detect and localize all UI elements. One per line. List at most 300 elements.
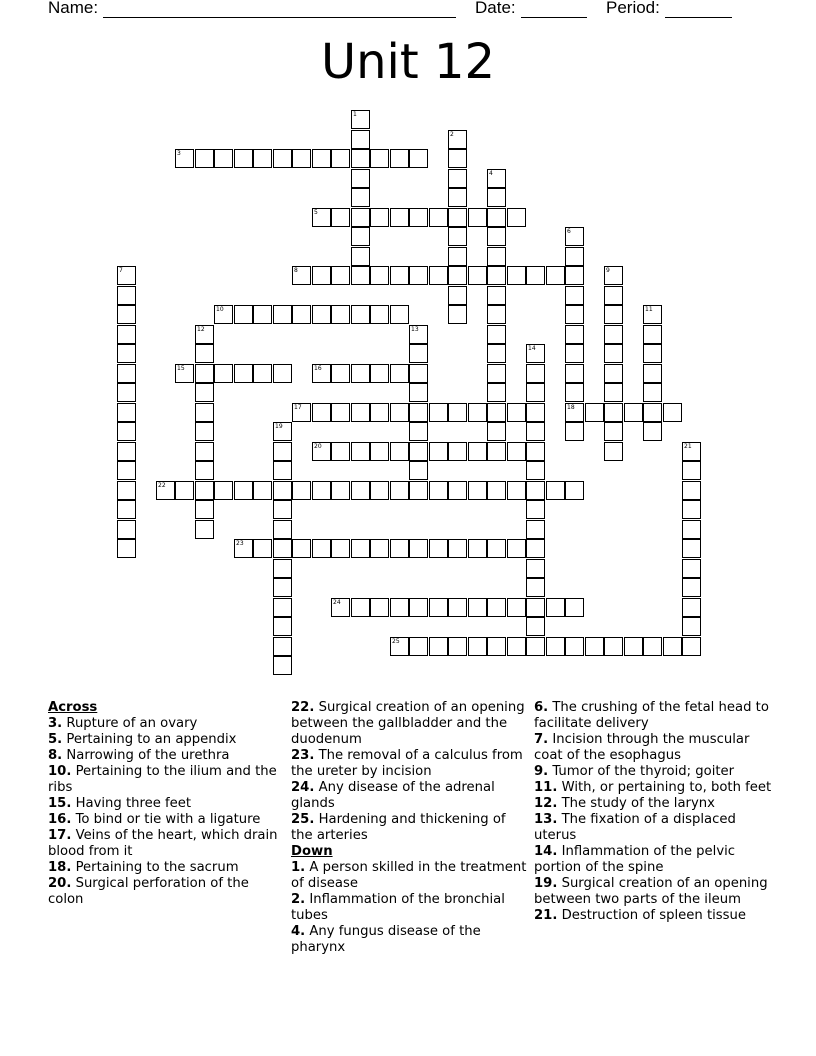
grid-cell[interactable] (487, 344, 506, 363)
grid-cell[interactable] (526, 520, 545, 539)
grid-cell[interactable] (487, 227, 506, 246)
grid-cell[interactable] (585, 637, 604, 656)
grid-cell[interactable] (604, 305, 623, 324)
grid-cell[interactable] (273, 559, 292, 578)
grid-cell[interactable] (234, 481, 253, 500)
grid-cell[interactable] (273, 598, 292, 617)
clue-number: 8 (294, 267, 298, 274)
grid-cell[interactable] (409, 325, 428, 344)
grid-cell[interactable] (370, 539, 389, 558)
grid-cell[interactable] (682, 578, 701, 597)
grid-cell[interactable] (117, 286, 136, 305)
grid-cell[interactable] (682, 500, 701, 519)
grid-cell[interactable] (546, 637, 565, 656)
grid-cell[interactable] (234, 364, 253, 383)
grid-cell[interactable] (643, 403, 662, 422)
grid-cell[interactable] (526, 344, 545, 363)
grid-cell[interactable] (409, 149, 428, 168)
grid-cell[interactable] (409, 266, 428, 285)
grid-cell[interactable] (273, 520, 292, 539)
grid-cell[interactable] (565, 286, 584, 305)
grid-cell[interactable] (351, 169, 370, 188)
grid-cell[interactable] (487, 266, 506, 285)
grid-cell[interactable] (409, 422, 428, 441)
grid-cell[interactable] (331, 266, 350, 285)
grid-cell[interactable] (448, 169, 467, 188)
grid-cell[interactable] (195, 481, 214, 500)
grid-cell[interactable] (195, 149, 214, 168)
grid-cell[interactable] (292, 266, 311, 285)
grid-cell[interactable] (429, 266, 448, 285)
grid-cell[interactable] (468, 539, 487, 558)
grid-cell[interactable] (195, 442, 214, 461)
grid-cell[interactable] (487, 364, 506, 383)
grid-cell[interactable] (409, 364, 428, 383)
grid-cell[interactable] (565, 481, 584, 500)
grid-cell[interactable] (604, 383, 623, 402)
grid-cell[interactable] (682, 637, 701, 656)
grid-cell[interactable] (526, 637, 545, 656)
grid-cell[interactable] (487, 598, 506, 617)
grid-cell[interactable] (526, 422, 545, 441)
grid-cell[interactable] (351, 481, 370, 500)
grid-cell[interactable] (468, 442, 487, 461)
grid-cell[interactable] (448, 481, 467, 500)
grid-cell[interactable] (604, 286, 623, 305)
grid-cell[interactable] (312, 442, 331, 461)
clues-column-3 (534, 700, 772, 924)
grid-cell[interactable] (448, 442, 467, 461)
grid-cell[interactable] (409, 442, 428, 461)
grid-cell[interactable] (292, 149, 311, 168)
grid-cell[interactable] (273, 656, 292, 675)
grid-cell[interactable] (526, 403, 545, 422)
grid-cell[interactable] (565, 422, 584, 441)
grid-cell[interactable] (429, 481, 448, 500)
grid-cell[interactable] (429, 403, 448, 422)
grid-cell[interactable] (370, 403, 389, 422)
grid-cell[interactable] (507, 481, 526, 500)
grid-cell[interactable] (273, 617, 292, 636)
grid-cell[interactable] (390, 149, 409, 168)
grid-cell[interactable] (448, 305, 467, 324)
grid-cell[interactable] (390, 539, 409, 558)
grid-cell[interactable] (234, 305, 253, 324)
grid-cell[interactable] (390, 598, 409, 617)
grid-cell[interactable] (117, 325, 136, 344)
grid-cell[interactable] (273, 500, 292, 519)
grid-cell[interactable] (526, 500, 545, 519)
grid-cell[interactable] (507, 442, 526, 461)
grid-cell[interactable] (331, 442, 350, 461)
clue-text: Narrowing of the urethra (62, 748, 230, 763)
grid-cell[interactable] (331, 208, 350, 227)
grid-cell[interactable] (312, 208, 331, 227)
grid-cell[interactable] (565, 227, 584, 246)
grid-cell[interactable] (351, 130, 370, 149)
grid-cell[interactable] (429, 208, 448, 227)
grid-cell[interactable] (390, 442, 409, 461)
grid-cell[interactable] (624, 637, 643, 656)
grid-cell[interactable] (312, 266, 331, 285)
clue-number: 10 (216, 306, 224, 313)
grid-cell[interactable] (565, 325, 584, 344)
grid-cell[interactable] (117, 344, 136, 363)
grid-cell[interactable] (565, 266, 584, 285)
grid-cell[interactable] (643, 383, 662, 402)
grid-cell[interactable] (487, 422, 506, 441)
grid-cell[interactable] (624, 403, 643, 422)
grid-cell[interactable] (195, 344, 214, 363)
grid-cell[interactable] (409, 637, 428, 656)
grid-cell[interactable] (526, 539, 545, 558)
clue-item (534, 812, 772, 844)
grid-cell[interactable] (312, 364, 331, 383)
grid-cell[interactable] (390, 208, 409, 227)
grid-cell[interactable] (117, 461, 136, 480)
grid-cell[interactable] (448, 637, 467, 656)
grid-cell[interactable] (351, 208, 370, 227)
clue-number: 22 (158, 482, 166, 489)
grid-cell[interactable] (448, 149, 467, 168)
grid-cell[interactable] (487, 442, 506, 461)
grid-cell[interactable] (312, 539, 331, 558)
grid-cell[interactable] (195, 403, 214, 422)
grid-cell[interactable] (117, 539, 136, 558)
page-title: Unit 12 (320, 34, 496, 90)
grid-cell[interactable] (468, 266, 487, 285)
grid-cell[interactable] (565, 364, 584, 383)
clue-section-heading: Across (48, 700, 98, 715)
grid-cell[interactable] (682, 539, 701, 558)
grid-cell[interactable] (117, 520, 136, 539)
grid-cell[interactable] (468, 598, 487, 617)
grid-cell[interactable] (273, 637, 292, 656)
grid-cell[interactable] (682, 520, 701, 539)
grid-cell[interactable] (448, 247, 467, 266)
grid-cell[interactable] (117, 266, 136, 285)
grid-cell[interactable] (117, 500, 136, 519)
grid-cell[interactable] (604, 637, 623, 656)
grid-cell[interactable] (565, 305, 584, 324)
grid-cell[interactable] (331, 149, 350, 168)
grid-cell[interactable] (292, 481, 311, 500)
grid-cell[interactable] (331, 305, 350, 324)
grid-cell[interactable] (468, 637, 487, 656)
grid-cell[interactable] (409, 481, 428, 500)
grid-cell[interactable] (604, 364, 623, 383)
grid-cell[interactable] (565, 383, 584, 402)
grid-cell[interactable] (448, 403, 467, 422)
clue-item (291, 924, 529, 956)
grid-cell[interactable] (370, 208, 389, 227)
grid-cell[interactable] (409, 344, 428, 363)
grid-cell[interactable] (175, 149, 194, 168)
grid-cell[interactable] (604, 344, 623, 363)
grid-cell[interactable] (195, 364, 214, 383)
grid-cell[interactable] (487, 169, 506, 188)
grid-cell[interactable] (253, 305, 272, 324)
grid-cell[interactable] (390, 266, 409, 285)
grid-cell[interactable] (604, 266, 623, 285)
grid-cell[interactable] (487, 481, 506, 500)
grid-cell[interactable] (507, 539, 526, 558)
grid-cell[interactable] (526, 266, 545, 285)
grid-cell[interactable] (682, 442, 701, 461)
grid-cell[interactable] (175, 481, 194, 500)
grid-cell[interactable] (546, 598, 565, 617)
grid-cell[interactable] (273, 149, 292, 168)
grid-cell[interactable] (507, 208, 526, 227)
grid-cell[interactable] (409, 403, 428, 422)
grid-cell[interactable] (156, 481, 175, 500)
grid-cell[interactable] (487, 208, 506, 227)
grid-cell[interactable] (546, 481, 565, 500)
grid-cell[interactable] (273, 422, 292, 441)
grid-cell[interactable] (565, 247, 584, 266)
grid-cell[interactable] (682, 559, 701, 578)
grid-cell[interactable] (273, 305, 292, 324)
grid-cell[interactable] (331, 598, 350, 617)
clue-number-label: 17. (48, 828, 72, 843)
clue-item (534, 732, 772, 764)
grid-cell[interactable] (292, 305, 311, 324)
grid-cell[interactable] (526, 481, 545, 500)
grid-cell[interactable] (331, 403, 350, 422)
grid-cell[interactable] (643, 422, 662, 441)
grid-cell[interactable] (214, 305, 233, 324)
grid-cell[interactable] (468, 208, 487, 227)
grid-cell[interactable] (312, 305, 331, 324)
clue-number-label: 6. (534, 700, 549, 715)
grid-cell[interactable] (429, 442, 448, 461)
grid-cell[interactable] (117, 422, 136, 441)
clue-text: The removal of a calculus from the ureter by incision (291, 748, 523, 779)
grid-cell[interactable] (117, 442, 136, 461)
grid-cell[interactable] (565, 637, 584, 656)
grid-cell[interactable] (448, 227, 467, 246)
clue-number: 14 (528, 345, 536, 352)
grid-cell[interactable] (351, 227, 370, 246)
grid-cell[interactable] (526, 461, 545, 480)
grid-cell[interactable] (273, 481, 292, 500)
grid-cell[interactable] (370, 266, 389, 285)
grid-cell[interactable] (273, 442, 292, 461)
grid-cell[interactable] (351, 364, 370, 383)
grid-cell[interactable] (195, 383, 214, 402)
grid-cell[interactable] (234, 149, 253, 168)
grid-cell[interactable] (448, 130, 467, 149)
clue-number-label: 20. (48, 876, 72, 891)
clue-number: 16 (314, 365, 322, 372)
grid-cell[interactable] (468, 481, 487, 500)
grid-cell[interactable] (663, 637, 682, 656)
grid-cell[interactable] (448, 598, 467, 617)
grid-cell[interactable] (117, 481, 136, 500)
grid-cell[interactable] (351, 305, 370, 324)
grid-cell[interactable] (487, 247, 506, 266)
grid-cell[interactable] (448, 286, 467, 305)
clue-text: Surgical creation of an opening between two parts of the ileum (534, 876, 768, 907)
grid-cell[interactable] (370, 598, 389, 617)
grid-cell[interactable] (429, 598, 448, 617)
grid-cell[interactable] (351, 442, 370, 461)
grid-cell[interactable] (292, 403, 311, 422)
grid-cell[interactable] (448, 266, 467, 285)
grid-cell[interactable] (273, 578, 292, 597)
clue-number-label: 12. (534, 796, 558, 811)
grid-cell[interactable] (273, 461, 292, 480)
grid-cell[interactable] (604, 422, 623, 441)
grid-cell[interactable] (253, 539, 272, 558)
grid-cell[interactable] (604, 403, 623, 422)
grid-cell[interactable] (429, 539, 448, 558)
clue-text: To bind or tie with a ligature (71, 812, 261, 827)
grid-cell[interactable] (448, 539, 467, 558)
grid-cell[interactable] (507, 637, 526, 656)
clue-text: Tumor of the thyroid; goiter (548, 764, 735, 779)
grid-cell[interactable] (195, 325, 214, 344)
clue-number: 24 (333, 599, 341, 606)
grid-cell[interactable] (507, 266, 526, 285)
grid-cell[interactable] (448, 208, 467, 227)
grid-cell[interactable] (526, 598, 545, 617)
clue-number-label: 7. (534, 732, 549, 747)
clue-text: The study of the larynx (557, 796, 715, 811)
grid-cell[interactable] (487, 637, 506, 656)
grid-cell[interactable] (682, 598, 701, 617)
grid-cell[interactable] (409, 383, 428, 402)
grid-cell[interactable] (214, 481, 233, 500)
grid-cell[interactable] (390, 637, 409, 656)
grid-cell[interactable] (292, 539, 311, 558)
grid-cell[interactable] (565, 403, 584, 422)
grid-cell[interactable] (526, 383, 545, 402)
grid-cell[interactable] (351, 266, 370, 285)
grid-cell[interactable] (312, 149, 331, 168)
grid-cell[interactable] (448, 188, 467, 207)
grid-cell[interactable] (507, 598, 526, 617)
grid-cell[interactable] (331, 364, 350, 383)
grid-cell[interactable] (370, 481, 389, 500)
grid-cell[interactable] (546, 266, 565, 285)
period-label: Period: (606, 0, 660, 17)
clue-number: 2 (450, 131, 454, 138)
grid-cell[interactable] (487, 383, 506, 402)
grid-cell[interactable] (195, 461, 214, 480)
grid-cell[interactable] (253, 481, 272, 500)
grid-cell[interactable] (390, 305, 409, 324)
grid-cell[interactable] (604, 325, 623, 344)
grid-cell[interactable] (331, 481, 350, 500)
grid-cell[interactable] (429, 637, 448, 656)
grid-cell[interactable] (195, 500, 214, 519)
grid-cell[interactable] (565, 598, 584, 617)
grid-cell[interactable] (351, 188, 370, 207)
grid-cell[interactable] (487, 403, 506, 422)
grid-cell[interactable] (390, 481, 409, 500)
grid-cell[interactable] (175, 364, 194, 383)
grid-cell[interactable] (409, 461, 428, 480)
grid-cell[interactable] (526, 559, 545, 578)
grid-cell[interactable] (214, 364, 233, 383)
clue-number-label: 14. (534, 844, 558, 859)
grid-cell[interactable] (507, 403, 526, 422)
grid-cell[interactable] (351, 149, 370, 168)
grid-cell[interactable] (370, 442, 389, 461)
clue-text: Pertaining to an appendix (62, 732, 237, 747)
grid-cell[interactable] (585, 403, 604, 422)
grid-cell[interactable] (390, 364, 409, 383)
grid-cell[interactable] (643, 325, 662, 344)
grid-cell[interactable] (117, 383, 136, 402)
grid-cell[interactable] (643, 305, 662, 324)
grid-cell[interactable] (682, 461, 701, 480)
grid-cell[interactable] (351, 598, 370, 617)
grid-cell[interactable] (351, 110, 370, 129)
grid-cell[interactable] (409, 208, 428, 227)
grid-cell[interactable] (487, 325, 506, 344)
grid-cell[interactable] (253, 364, 272, 383)
grid-cell[interactable] (390, 403, 409, 422)
grid-cell[interactable] (526, 578, 545, 597)
grid-cell[interactable] (409, 539, 428, 558)
grid-cell[interactable] (195, 520, 214, 539)
grid-cell[interactable] (487, 305, 506, 324)
grid-cell[interactable] (643, 364, 662, 383)
grid-cell[interactable] (487, 188, 506, 207)
clue-number-label: 3. (48, 716, 63, 731)
grid-cell[interactable] (604, 442, 623, 461)
grid-cell[interactable] (487, 539, 506, 558)
grid-cell[interactable] (214, 149, 233, 168)
grid-cell[interactable] (117, 364, 136, 383)
grid-cell[interactable] (195, 422, 214, 441)
grid-cell[interactable] (643, 637, 662, 656)
clues-column-2 (291, 700, 529, 956)
grid-cell[interactable] (526, 442, 545, 461)
grid-cell[interactable] (351, 403, 370, 422)
grid-cell[interactable] (663, 403, 682, 422)
clue-number-label: 5. (48, 732, 63, 747)
grid-cell[interactable] (253, 149, 272, 168)
grid-cell[interactable] (468, 403, 487, 422)
grid-cell[interactable] (117, 305, 136, 324)
grid-cell[interactable] (117, 403, 136, 422)
grid-cell[interactable] (370, 364, 389, 383)
grid-cell[interactable] (312, 481, 331, 500)
grid-cell[interactable] (351, 247, 370, 266)
grid-cell[interactable] (487, 286, 506, 305)
grid-cell[interactable] (409, 598, 428, 617)
grid-cell[interactable] (682, 617, 701, 636)
grid-cell[interactable] (331, 539, 350, 558)
grid-cell[interactable] (312, 403, 331, 422)
grid-cell[interactable] (351, 539, 370, 558)
clue-item (48, 748, 286, 764)
grid-cell[interactable] (526, 364, 545, 383)
clue-text: Having three feet (71, 796, 192, 811)
grid-cell[interactable] (643, 344, 662, 363)
grid-cell[interactable] (234, 539, 253, 558)
grid-cell[interactable] (526, 617, 545, 636)
grid-cell[interactable] (273, 539, 292, 558)
grid-cell[interactable] (273, 364, 292, 383)
grid-cell[interactable] (565, 344, 584, 363)
grid-cell[interactable] (370, 305, 389, 324)
grid-cell[interactable] (682, 481, 701, 500)
grid-cell[interactable] (370, 149, 389, 168)
